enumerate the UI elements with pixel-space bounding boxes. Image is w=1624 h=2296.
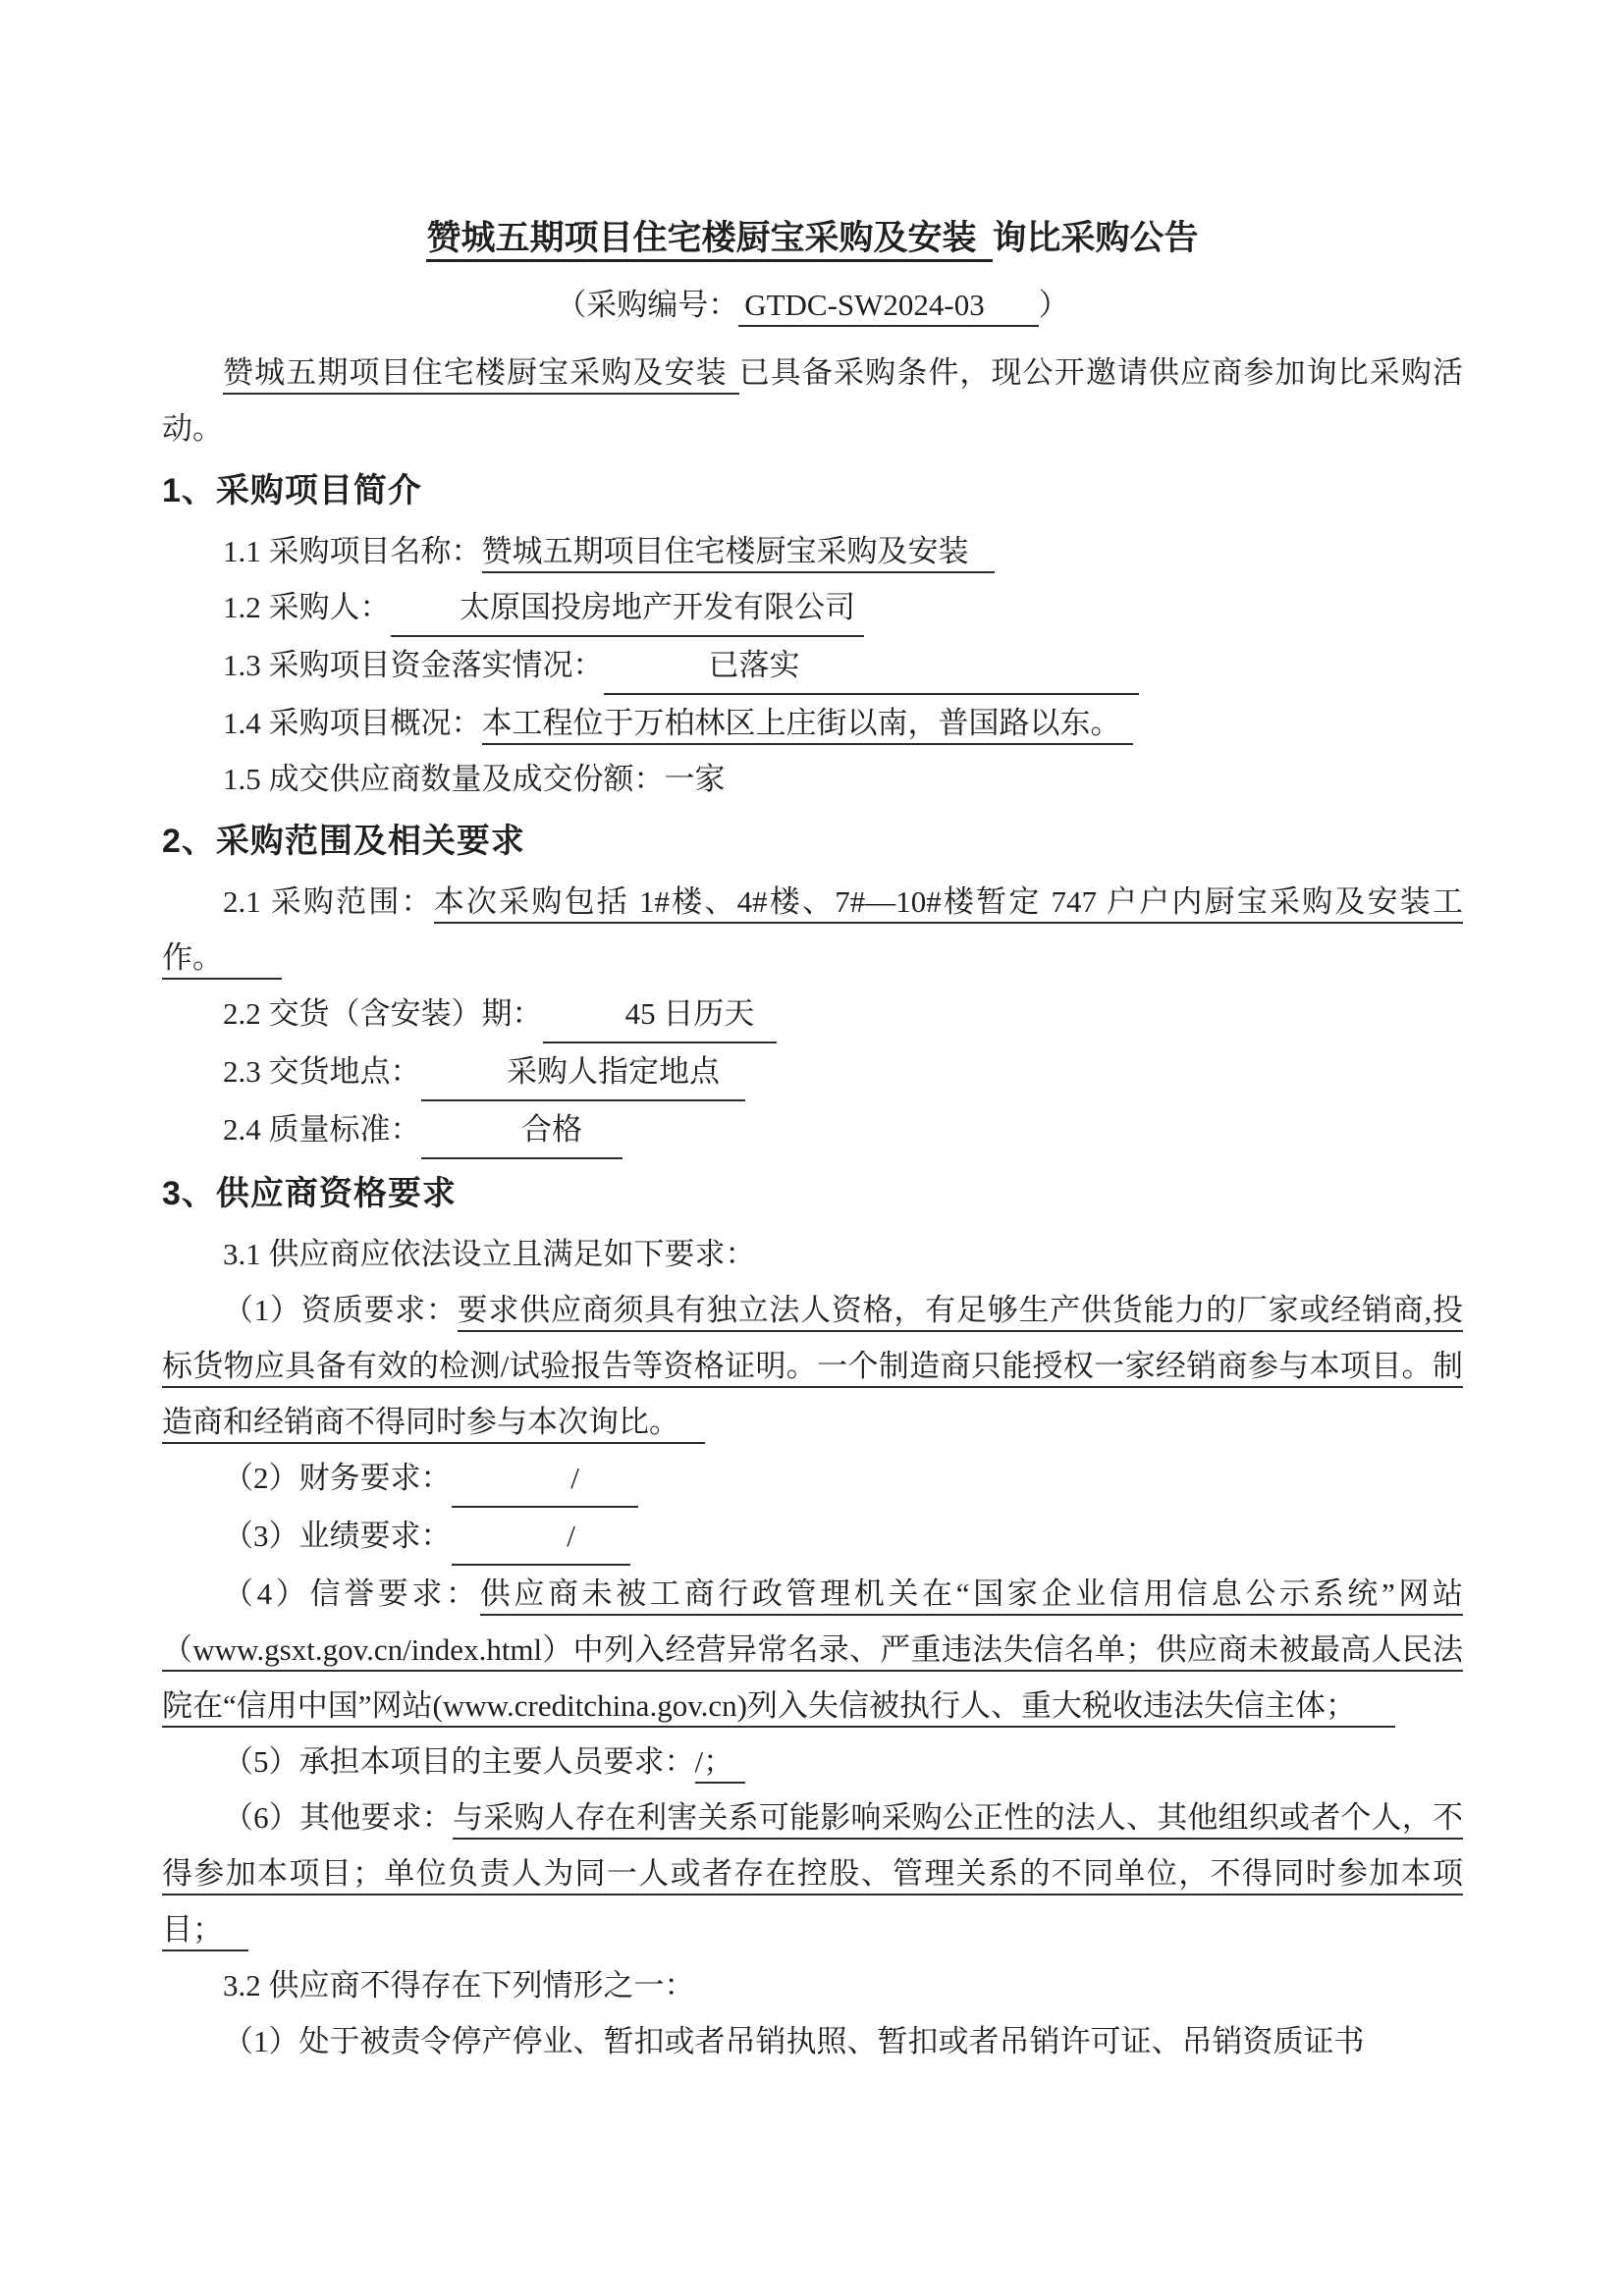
item-1-3-label: 1.3 采购项目资金落实情况： xyxy=(223,648,604,682)
item-1-2 xyxy=(162,579,1463,637)
item-2-3-value: 采购人指定地点 xyxy=(421,1043,745,1101)
req-2-value: / xyxy=(452,1450,638,1508)
item-1-4-value: 本工程位于万柏林区上庄街以南，普国路以东。 xyxy=(482,706,1133,745)
req-1 xyxy=(162,1282,1463,1450)
req-3-label: （3）业绩要求： xyxy=(223,1519,452,1553)
req-2-label: （2）财务要求： xyxy=(223,1461,452,1495)
item-3-2 xyxy=(162,1957,1463,2013)
item-2-3 xyxy=(162,1043,1463,1101)
req-4-value: 供应商未被工商行政管理机关在“国家企业信用信息公示系统”网站（www.gsxt.gov.cn/index.html）中列入经营异常名录、严重违法失信名单；供应商未被最高人民法院在“信用中国”网站(www.creditchina.gov.cn)列入失信被执行人、重大税收违法失信主体； xyxy=(162,1576,1463,1728)
req-1-value: 要求供应商须具有独立法人资格，有足够生产供货能力的厂家或经销商,投标货物应具备有效的检测/试验报告等资格证明。一个制造商只能授权一家经销商参与本项目。制造商和经销商不得同时参与本次询比。 xyxy=(162,1293,1463,1444)
code-suffix: ） xyxy=(1038,288,1069,322)
item-3-1-label: 3.1 供应商应依法设立且满足如下要求： xyxy=(223,1237,756,1271)
item-3-2-1 xyxy=(162,2013,1463,2069)
intro-rest: 已具备采购条件，现公开邀请供应商参加询比采购活动。 xyxy=(162,355,1464,446)
title-normal-part: 询比采购公告 xyxy=(992,219,1199,257)
item-1-4 xyxy=(162,695,1463,751)
req-6-label: （6）其他要求： xyxy=(223,1800,453,1835)
req-4-label: （4）信誉要求： xyxy=(223,1576,480,1611)
item-1-5 xyxy=(162,751,1463,807)
item-1-3 xyxy=(162,637,1463,695)
item-2-2-value: 45 日历天 xyxy=(543,986,777,1043)
item-2-2-label: 2.2 交货（含安装）期： xyxy=(223,996,543,1031)
item-2-3-label: 2.3 交货地点： xyxy=(223,1054,421,1089)
code-prefix: （采购编号： xyxy=(556,288,739,322)
item-1-4-label: 1.4 采购项目概况： xyxy=(223,706,482,740)
item-2-1-label: 2.1 采购范围： xyxy=(223,884,434,919)
req-5-label: （5）承担本项目的主要人员要求： xyxy=(223,1744,695,1779)
req-5 xyxy=(162,1734,1463,1789)
item-3-2-1-label: （1）处于被责令停产停业、暂扣或者吊销执照、暂扣或者吊销许可证、吊销资质证书 xyxy=(223,2024,1365,2058)
item-1-1 xyxy=(162,523,1463,579)
item-3-2-label: 3.2 供应商不得存在下列情形之一： xyxy=(223,1968,695,2002)
req-6-value: 与采购人存在利害关系可能影响采购公正性的法人、其他组织或者个人，不得参加本项目；单位负责人为同一人或者存在控股、管理关系的不同单位，不得同时参加本项目； xyxy=(162,1800,1463,1951)
item-1-2-label: 1.2 采购人： xyxy=(223,590,391,624)
section-3-heading: 3、供应商资格要求 xyxy=(162,1175,457,1212)
item-1-5-value: 一家 xyxy=(664,762,726,796)
page-title xyxy=(162,216,1463,261)
item-3-1 xyxy=(162,1226,1463,1282)
req-6 xyxy=(162,1789,1463,1957)
code-value: GTDC-SW2024-03 xyxy=(738,288,1039,327)
procurement-code-line xyxy=(162,277,1463,333)
req-3 xyxy=(162,1508,1463,1566)
item-1-2-value: 太原国投房地产开发有限公司 xyxy=(391,579,864,637)
req-4 xyxy=(162,1566,1463,1734)
item-2-4 xyxy=(162,1101,1463,1159)
item-2-1-value: 本次采购包括 1#楼、4#楼、7#—10#楼暂定 747 户户内厨宝采购及安装工作。 xyxy=(162,884,1463,980)
req-5-value: /； xyxy=(695,1744,746,1784)
req-3-value: / xyxy=(452,1508,630,1566)
title-underlined-part: 赞城五期项目住宅楼厨宝采购及安装 xyxy=(426,219,992,262)
intro-paragraph xyxy=(162,345,1463,456)
item-2-4-label: 2.4 质量标准： xyxy=(223,1112,421,1147)
intro-project-name: 赞城五期项目住宅楼厨宝采购及安装 xyxy=(223,355,739,395)
item-2-4-value: 合格 xyxy=(421,1101,623,1159)
req-2 xyxy=(162,1450,1463,1508)
section-1-heading: 1、采购项目简介 xyxy=(162,472,422,509)
item-1-5-label: 1.5 成交供应商数量及成交份额： xyxy=(223,762,665,796)
item-1-1-value: 赞城五期项目住宅楼厨宝采购及安装 xyxy=(482,534,995,573)
item-1-1-label: 1.1 采购项目名称： xyxy=(223,534,482,568)
req-1-label: （1）资质要求： xyxy=(223,1293,458,1327)
item-2-1 xyxy=(162,874,1463,986)
item-2-2 xyxy=(162,986,1463,1043)
section-2-heading: 2、采购范围及相关要求 xyxy=(162,823,525,860)
item-1-3-value: 已落实 xyxy=(604,637,1139,695)
